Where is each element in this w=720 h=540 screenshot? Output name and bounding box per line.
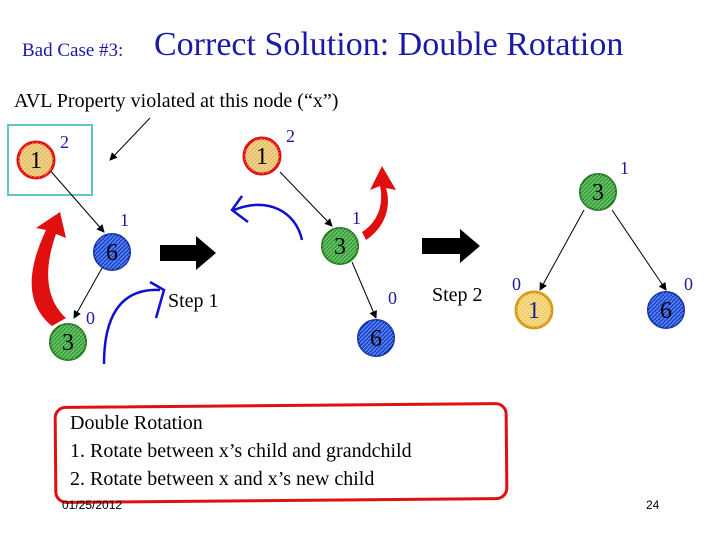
tree2-node-6 <box>358 288 397 356</box>
node-key: 3 <box>62 330 74 356</box>
edge-t3-3-6 <box>612 210 666 290</box>
tree1-node-6 <box>94 210 130 270</box>
edge-t2-1-3 <box>280 172 332 226</box>
node-key: 3 <box>334 234 346 260</box>
node-height: 2 <box>60 132 69 152</box>
edge-t2-3-6 <box>352 262 376 318</box>
node-key: 6 <box>660 298 672 324</box>
note-line-2: 2. Rotate between x and x’s new child <box>70 468 375 490</box>
tree2-node-1 <box>244 126 295 174</box>
node-height: 1 <box>620 158 629 178</box>
node-height: 0 <box>684 274 693 294</box>
note-heading: Double Rotation <box>70 412 203 434</box>
node-key: 3 <box>592 180 604 206</box>
tree3-node-6 <box>648 274 693 328</box>
tree3-node-1 <box>512 274 552 328</box>
node-height: 0 <box>86 308 95 328</box>
node-height: 2 <box>286 126 295 146</box>
step1-block-arrow <box>160 236 216 270</box>
footer-date: 01/25/2012 <box>62 498 123 512</box>
node-height: 1 <box>120 210 129 230</box>
page-number: 24 <box>646 498 660 512</box>
node-key: 1 <box>528 298 540 324</box>
node-height: 0 <box>512 274 521 294</box>
step2-label: Step 2 <box>432 284 483 306</box>
edge-t3-3-1 <box>540 210 584 290</box>
title-prefix: Bad Case #3: <box>22 40 124 61</box>
node-key: 1 <box>256 144 268 170</box>
tree3-node-3 <box>580 158 629 210</box>
rotation-arrow-left <box>32 212 66 326</box>
slide-title: Correct Solution: Double Rotation <box>154 26 624 63</box>
note-line-1: 1. Rotate between x’s child and grandchild <box>70 440 412 462</box>
violation-annotation: AVL Property violated at this node (“x”) <box>14 90 339 112</box>
node-key: 6 <box>370 326 382 352</box>
step2-block-arrow <box>422 229 480 263</box>
tree2-node-3 <box>322 208 361 264</box>
node-key: 1 <box>30 148 42 174</box>
curve-arrow-2 <box>234 205 302 240</box>
node-height: 1 <box>352 208 361 228</box>
step1-label: Step 1 <box>168 290 219 312</box>
curve-arrow-1-head <box>150 282 164 318</box>
tree1-node-1 <box>18 132 69 178</box>
curve-arrow-1 <box>104 290 160 364</box>
node-height: 0 <box>388 288 397 308</box>
node-key: 6 <box>106 240 118 266</box>
annotation-pointer <box>110 118 150 160</box>
rotation-arrow-right <box>362 166 396 240</box>
